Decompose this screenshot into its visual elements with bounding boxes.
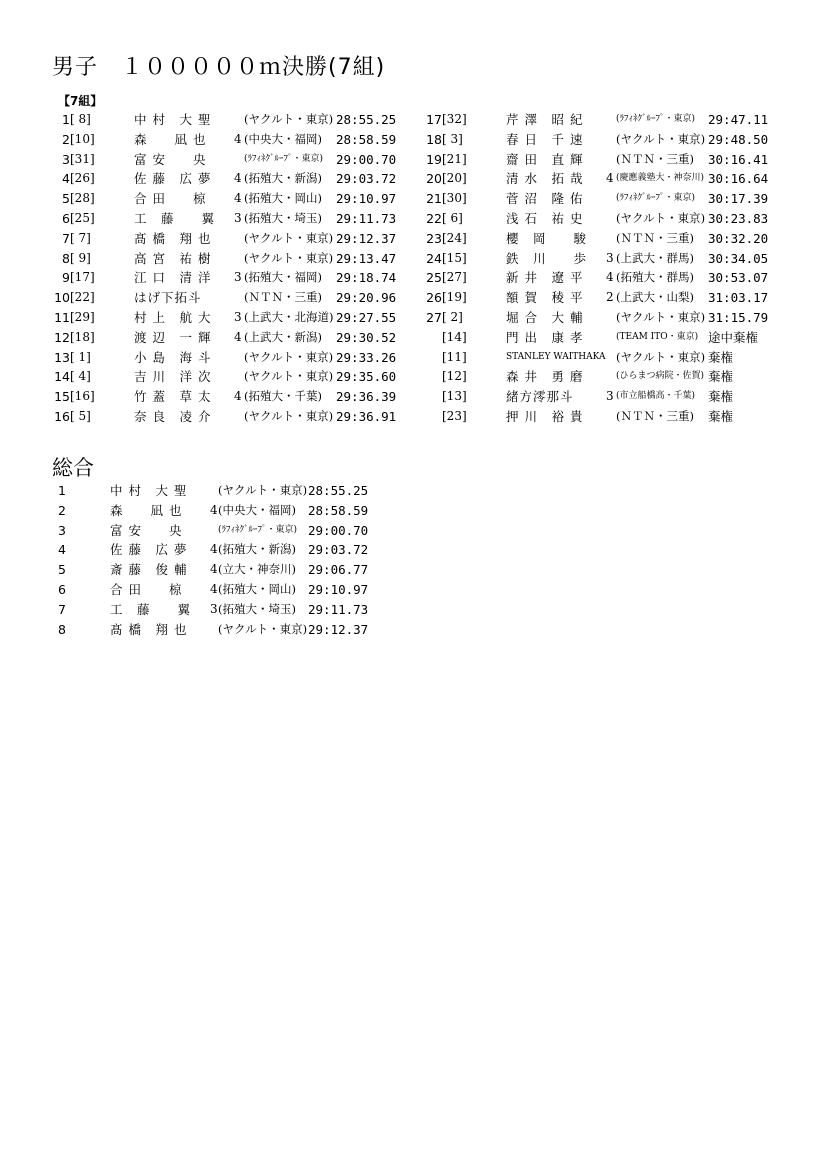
result-time: 30:16.41 — [708, 151, 769, 167]
result-row — [40, 150, 396, 170]
group-label: 【7組】 — [58, 94, 103, 108]
result-row — [40, 308, 396, 328]
result-grade: 4 — [234, 329, 242, 344]
overall-time: 28:55.25 — [308, 483, 369, 498]
result-bib: [ 4] — [70, 369, 91, 384]
result-name: 櫻 岡 駿 — [506, 230, 588, 246]
overall-team: (拓殖大・新潟) — [218, 542, 296, 557]
result-row — [412, 308, 768, 328]
result-grade: 4 — [606, 270, 614, 285]
result-time: 29:27.55 — [336, 309, 397, 325]
overall-row — [58, 560, 368, 580]
page-title: 男子 １０００００ｍ決勝(7組) — [52, 55, 386, 80]
result-bib: [15] — [442, 250, 467, 265]
result-row — [412, 169, 768, 189]
result-row — [412, 229, 768, 249]
result-row — [412, 407, 768, 427]
overall-grade: 3 — [210, 601, 218, 616]
result-team: (拓殖大・埼玉) — [244, 210, 322, 225]
overall-section-title: 総合 — [52, 456, 94, 480]
result-grade: 4 — [234, 131, 242, 146]
result-row — [40, 249, 396, 269]
result-status: 棄権 — [708, 389, 734, 405]
result-time: 28:55.25 — [336, 112, 397, 127]
result-rank: 15 — [54, 389, 70, 405]
overall-name: 髙 橋 翔 也 — [110, 621, 188, 637]
overall-grade: 4 — [210, 502, 218, 517]
overall-team: (ヤクルト・東京) — [218, 621, 308, 636]
result-name: 浅 石 祐 史 — [506, 210, 584, 226]
result-name: 工 藤 翼 — [134, 210, 216, 226]
result-bib: [13] — [442, 389, 467, 404]
result-time: 29:18.74 — [336, 270, 397, 286]
result-name: 奈 良 凌 介 — [134, 408, 212, 424]
result-name: 村 上 航 大 — [134, 309, 212, 325]
result-name: 佐 藤 広 夢 — [134, 171, 212, 187]
result-name: 額 賀 稜 平 — [506, 290, 584, 306]
result-rank: 4 — [62, 171, 70, 187]
result-name: 森 井 勇 磨 — [506, 369, 584, 385]
result-row — [40, 110, 396, 130]
result-name: 高 宮 祐 樹 — [134, 250, 212, 266]
result-name: 合 田 椋 — [134, 191, 207, 207]
overall-time: 29:11.73 — [308, 601, 369, 617]
overall-rank: 6 — [58, 581, 66, 597]
result-bib: [ 3] — [442, 131, 463, 146]
result-team: (上武大・新潟) — [244, 329, 322, 344]
result-team: (拓殖大・新潟) — [244, 171, 322, 186]
result-row — [412, 130, 768, 150]
result-row — [40, 328, 396, 348]
result-bib: [ 2] — [442, 309, 463, 324]
result-rank: 16 — [54, 408, 70, 424]
result-time: 29:35.60 — [336, 369, 397, 385]
result-team: (ヤクルト・東京) — [244, 349, 334, 364]
overall-results — [58, 481, 368, 639]
result-bib: [14] — [442, 329, 467, 344]
result-grade: 4 — [234, 389, 242, 404]
result-rank: 5 — [62, 191, 70, 207]
result-rank: 23 — [426, 230, 442, 246]
overall-rank: 4 — [58, 542, 66, 558]
result-name: 吉 川 洋 次 — [134, 369, 212, 385]
result-rank: 1 — [62, 112, 70, 127]
result-row — [412, 328, 768, 348]
result-grade: 4 — [606, 171, 614, 186]
result-row — [40, 407, 396, 427]
result-name: 小 島 海 斗 — [134, 349, 212, 365]
overall-row — [58, 540, 368, 560]
result-status: 途中棄権 — [708, 329, 759, 345]
result-row — [40, 268, 396, 288]
result-name: はげ下拓斗 — [134, 290, 202, 306]
result-name: 押 川 裕 貴 — [506, 408, 584, 424]
result-team: (ﾗﾌｨﾈｸﾞﾙｰﾌﾟ・東京) — [616, 114, 696, 124]
result-row — [412, 367, 768, 387]
result-name: 富 安 央 — [134, 151, 207, 167]
result-row — [412, 348, 768, 368]
result-rank: 11 — [54, 309, 70, 325]
result-name: 緒方澪那斗 — [506, 389, 574, 405]
overall-row — [58, 620, 368, 640]
result-rank: 2 — [62, 131, 70, 147]
result-bib: [22] — [70, 290, 95, 305]
result-row — [40, 169, 396, 189]
result-row — [40, 130, 396, 150]
result-bib: [29] — [70, 309, 95, 324]
result-time: 30:53.07 — [708, 270, 769, 286]
result-name: 芹 澤 昭 紀 — [506, 112, 584, 127]
result-rank: 12 — [54, 329, 70, 345]
result-time: 29:13.47 — [336, 250, 397, 266]
result-team: (ヤクルト・東京) — [244, 250, 334, 265]
result-time: 29:10.97 — [336, 191, 397, 207]
result-name: STANLEY WAITHAKA — [506, 351, 606, 362]
result-time: 30:32.20 — [708, 230, 769, 246]
result-bib: [28] — [70, 191, 95, 206]
result-row — [40, 209, 396, 229]
result-name: 菅 沼 隆 佑 — [506, 191, 584, 207]
result-rank: 13 — [54, 349, 70, 365]
result-bib: [ 6] — [442, 210, 463, 225]
results-left-column — [40, 110, 396, 427]
result-bib: [ 5] — [70, 408, 91, 423]
result-rank: 18 — [426, 131, 442, 147]
result-row — [412, 249, 768, 269]
result-rank: 10 — [54, 290, 70, 306]
result-time: 31:03.17 — [708, 290, 769, 306]
result-rank: 14 — [54, 369, 70, 385]
result-name: 渡 辺 一 輝 — [134, 329, 212, 345]
overall-name: 森 凪 也 — [110, 502, 183, 518]
result-team: (拓殖大・千葉) — [244, 389, 322, 404]
result-bib: [12] — [442, 369, 467, 384]
result-rank: 26 — [426, 290, 442, 306]
overall-time: 29:03.72 — [308, 542, 369, 558]
result-name: 堀 合 大 輔 — [506, 309, 584, 325]
overall-grade: 4 — [210, 581, 218, 596]
result-rank: 17 — [426, 112, 442, 127]
result-bib: [26] — [70, 171, 95, 186]
result-bib: [24] — [442, 230, 467, 245]
overall-row — [58, 521, 368, 541]
result-bib: [23] — [442, 408, 467, 423]
result-team: (ヤクルト・東京) — [616, 309, 706, 324]
overall-row — [58, 580, 368, 600]
result-bib: [25] — [70, 210, 95, 225]
result-team: (ヤクルト・東京) — [244, 369, 334, 384]
result-bib: [16] — [70, 389, 95, 404]
result-team: (拓殖大・群馬) — [616, 270, 694, 285]
result-team: (ﾗﾌｨﾈｸﾞﾙｰﾌﾟ・東京) — [616, 193, 696, 204]
result-rank: 24 — [426, 250, 442, 266]
result-rank: 27 — [426, 309, 442, 325]
result-time: 29:33.26 — [336, 349, 397, 365]
result-bib: [32] — [442, 112, 467, 126]
overall-time: 29:06.77 — [308, 562, 369, 578]
overall-name: 工 藤 翼 — [110, 601, 192, 617]
result-rank: 7 — [62, 230, 70, 246]
result-grade: 3 — [606, 389, 614, 404]
result-team: (ＮＴＮ・三重) — [616, 408, 694, 423]
result-row — [412, 209, 768, 229]
result-bib: [10] — [70, 131, 95, 146]
overall-name: 佐 藤 広 夢 — [110, 542, 188, 558]
result-grade: 3 — [234, 270, 242, 285]
result-rank: 8 — [62, 250, 70, 266]
result-grade: 3 — [234, 210, 242, 225]
overall-grade: 4 — [210, 562, 218, 577]
result-time: 29:30.52 — [336, 329, 397, 345]
result-name: 髙 橋 翔 也 — [134, 230, 212, 246]
overall-rank: 1 — [58, 483, 66, 498]
result-status: 棄権 — [708, 369, 734, 385]
result-bib: [27] — [442, 270, 467, 285]
result-bib: [18] — [70, 329, 95, 344]
result-time: 29:36.39 — [336, 389, 397, 405]
result-team: (慶應義塾大・神奈川) — [616, 173, 705, 184]
result-bib: [20] — [442, 171, 467, 186]
result-row — [40, 387, 396, 407]
result-rank: 9 — [62, 270, 70, 286]
result-rank: 22 — [426, 210, 442, 226]
result-team: (拓殖大・福岡) — [244, 270, 322, 285]
result-rank: 20 — [426, 171, 442, 187]
result-team: (ヤクルト・東京) — [616, 349, 706, 364]
result-row — [412, 268, 768, 288]
result-grade: 4 — [234, 191, 242, 206]
result-time: 28:58.59 — [336, 131, 397, 147]
result-name: 中 村 大 聖 — [134, 112, 212, 127]
result-row — [40, 288, 396, 308]
result-grade: 4 — [234, 171, 242, 186]
result-time: 29:12.37 — [336, 230, 397, 246]
result-bib: [ 9] — [70, 250, 91, 265]
result-row — [412, 189, 768, 209]
result-bib: [ 1] — [70, 349, 91, 364]
result-name: 門 出 康 孝 — [506, 329, 584, 345]
result-name: 齋 田 直 輝 — [506, 151, 584, 167]
result-bib: [ 7] — [70, 230, 91, 245]
overall-rank: 5 — [58, 562, 66, 578]
result-rank: 6 — [62, 210, 70, 226]
result-rank: 25 — [426, 270, 442, 286]
overall-row — [58, 501, 368, 521]
result-team: (ヤクルト・東京) — [244, 230, 334, 245]
result-team: (ﾗﾌｨﾈｸﾞﾙｰﾌﾟ・東京) — [244, 153, 324, 164]
result-time: 30:23.83 — [708, 210, 769, 226]
overall-time: 29:12.37 — [308, 621, 369, 637]
result-row — [40, 348, 396, 368]
result-bib: [31] — [70, 151, 95, 166]
result-time: 29:48.50 — [708, 131, 769, 147]
result-team: (中央大・福岡) — [244, 131, 322, 146]
result-bib: [19] — [442, 290, 467, 305]
result-row — [40, 229, 396, 249]
result-time: 30:34.05 — [708, 250, 769, 266]
result-name: 春 日 千 速 — [506, 131, 584, 147]
result-team: (上武大・群馬) — [616, 250, 694, 265]
result-time: 29:00.70 — [336, 151, 397, 167]
result-status: 棄権 — [708, 349, 734, 365]
result-time: 31:15.79 — [708, 309, 769, 325]
overall-rank: 3 — [58, 522, 66, 538]
overall-team: (立大・神奈川) — [218, 562, 296, 577]
overall-team: (中央大・福岡) — [218, 502, 296, 517]
overall-name: 富 安 央 — [110, 522, 183, 538]
result-team: (ひらまつ病院・佐賀) — [616, 371, 705, 382]
result-name: 新 井 遼 平 — [506, 270, 584, 286]
result-bib: [21] — [442, 151, 467, 166]
result-team: (ＮＴＮ・三重) — [616, 151, 694, 166]
overall-time: 29:10.97 — [308, 581, 369, 597]
result-team: (市立船橋高・千葉) — [616, 391, 696, 402]
result-bib: [11] — [442, 349, 467, 364]
result-row — [412, 110, 768, 130]
overall-rank: 2 — [58, 502, 66, 518]
result-team: (上武大・北海道) — [244, 309, 334, 324]
result-row — [40, 367, 396, 387]
result-team: (TEAM ITO・東京) — [616, 331, 699, 342]
result-rank: 21 — [426, 191, 442, 207]
result-time: 30:16.64 — [708, 171, 769, 187]
result-rank: 19 — [426, 151, 442, 167]
result-row — [412, 288, 768, 308]
overall-grade: 4 — [210, 542, 218, 557]
result-time: 30:17.39 — [708, 191, 769, 207]
result-team: (ヤクルト・東京) — [244, 408, 334, 423]
result-bib: [30] — [442, 191, 467, 206]
overall-row — [58, 600, 368, 620]
result-team: (ＮＴＮ・三重) — [244, 290, 322, 305]
result-name: 江 口 清 洋 — [134, 270, 212, 286]
result-team: (拓殖大・岡山) — [244, 191, 322, 206]
result-time: 29:03.72 — [336, 171, 397, 187]
result-row — [412, 387, 768, 407]
overall-row — [58, 481, 368, 501]
result-name: 鉄 川 歩 — [506, 250, 588, 266]
results-right-column — [412, 110, 768, 427]
result-time: 29:20.96 — [336, 290, 397, 306]
result-team: (上武大・山梨) — [616, 290, 694, 305]
result-time: 29:11.73 — [336, 210, 397, 226]
result-name: 清 水 拓 哉 — [506, 171, 584, 187]
overall-name: 中 村 大 聖 — [110, 483, 188, 498]
result-team: (ヤクルト・東京) — [616, 210, 706, 225]
result-row — [412, 150, 768, 170]
result-name: 竹 蓋 草 太 — [134, 389, 212, 405]
overall-name: 斎 藤 俊 輔 — [110, 562, 188, 578]
overall-name: 合 田 椋 — [110, 581, 183, 597]
result-time: 29:36.91 — [336, 408, 397, 424]
overall-team: (ﾗﾌｨﾈｸﾞﾙｰﾌﾟ・東京) — [218, 524, 298, 535]
result-row — [40, 189, 396, 209]
result-name: 森 凪 也 — [134, 131, 207, 147]
result-grade: 3 — [606, 250, 614, 265]
result-bib: [ 8] — [70, 112, 91, 126]
result-grade: 2 — [606, 290, 614, 305]
overall-rank: 8 — [58, 621, 66, 637]
overall-team: (拓殖大・岡山) — [218, 581, 296, 596]
overall-time: 29:00.70 — [308, 522, 369, 538]
result-team: (ヤクルト・東京) — [244, 112, 334, 126]
result-time: 29:47.11 — [708, 112, 769, 127]
result-team: (ヤクルト・東京) — [616, 131, 706, 146]
overall-team: (拓殖大・埼玉) — [218, 601, 296, 616]
result-rank: 3 — [62, 151, 70, 167]
result-bib: [17] — [70, 270, 95, 285]
overall-rank: 7 — [58, 601, 66, 617]
overall-team: (ヤクルト・東京) — [218, 483, 308, 497]
overall-time: 28:58.59 — [308, 502, 369, 518]
result-status: 棄権 — [708, 408, 734, 424]
result-team: (ＮＴＮ・三重) — [616, 230, 694, 245]
result-grade: 3 — [234, 309, 242, 324]
